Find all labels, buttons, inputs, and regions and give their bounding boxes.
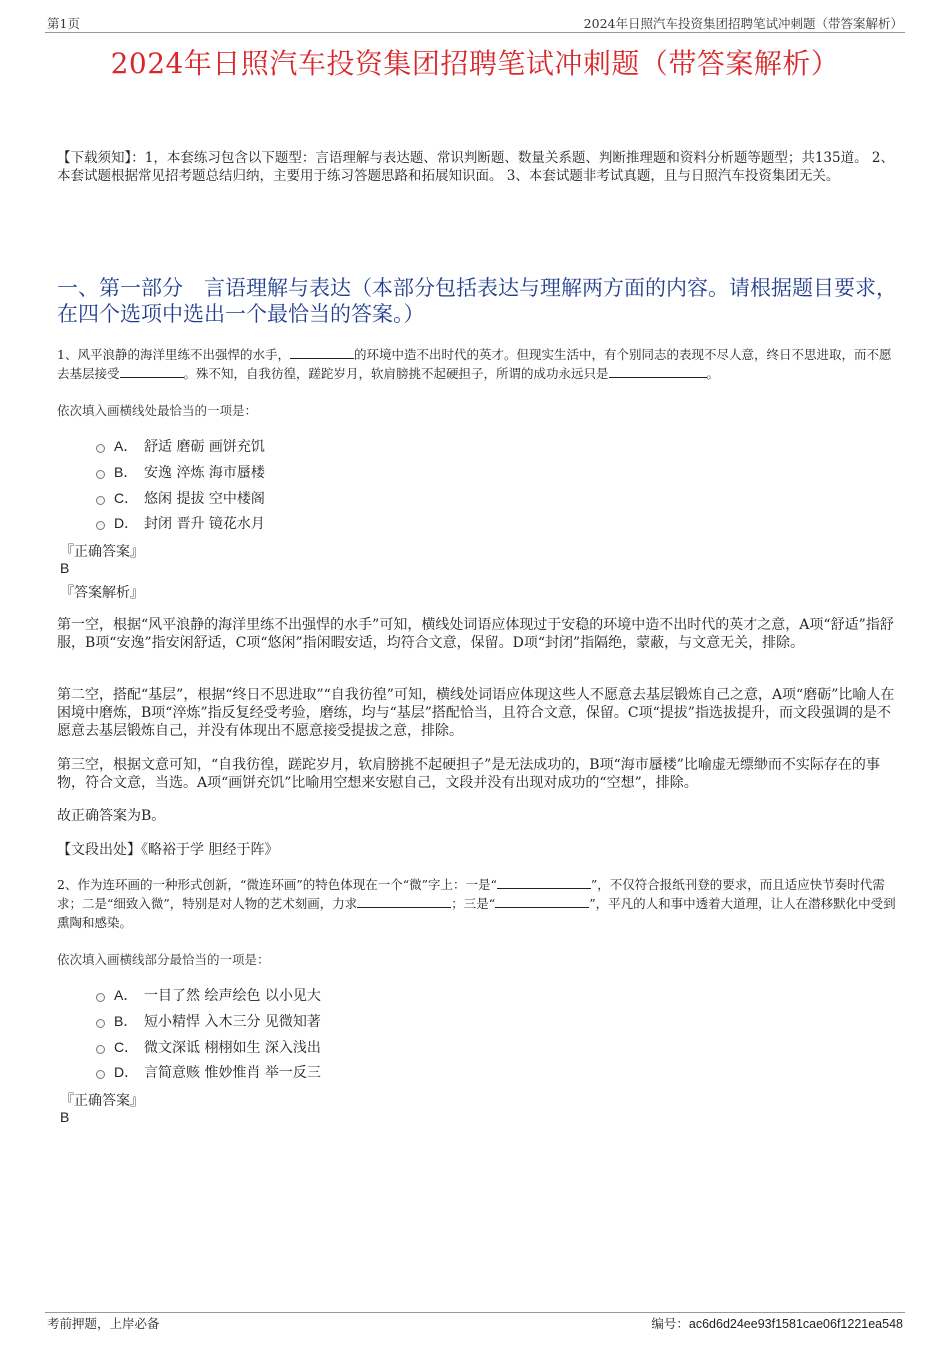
option-text: 安逸 淬炼 海市蜃楼: [144, 465, 265, 481]
blank-3: [495, 895, 589, 908]
radio-icon[interactable]: [96, 1019, 105, 1028]
question-1-text: 的环境中造不出时代的英才。但现实生活中，有个别同志的表现不尽人意，终日不思进取，而不愿去基层接受: [57, 347, 892, 381]
option-key: B．: [114, 1013, 138, 1029]
question-2-text: ”，平凡的人和事中透着大道理，让人在潜移默化中受到熏陶和感染。: [57, 896, 896, 930]
document-code: [651, 1314, 903, 1332]
option-key: C．: [114, 1039, 139, 1055]
analysis-paragraph-3: 第三空，根据文意可知，“自我彷徨，蹉跎岁月，软肩膀挑不起硬担子”是无法成功的，B项“海市蜃楼”比喻虚无缥缈而不实际存在的事物，符合文意，当选。A项“画饼充饥”比喻用空想来安慰自己，文段并没有出现对成功的“空想”，排除。: [57, 757, 880, 791]
correct-answer-label: 『正确答案』: [60, 544, 144, 560]
question-1-option-b[interactable]: [96, 462, 265, 482]
radio-icon[interactable]: [96, 444, 105, 453]
option-key: D．: [114, 515, 139, 531]
correct-answer-value: B: [60, 1109, 70, 1125]
radio-icon[interactable]: [96, 1070, 105, 1079]
question-1-instruction: 依次填入画横线处最恰当的一项是：: [57, 403, 258, 418]
option-key: B．: [114, 464, 138, 480]
option-text: 舒适 磨砺 画饼充饥: [144, 439, 265, 455]
option-key: A．: [114, 438, 138, 454]
question-2-option-b[interactable]: [96, 1011, 321, 1031]
question-2-text: ”，不仅符合报纸刊登的要求，而且适应快节奏时代需求；二是“细致入微”，特别是对人物的艺术刻画，力求: [57, 877, 885, 911]
question-2-option-d[interactable]: [96, 1062, 321, 1082]
radio-icon[interactable]: [96, 470, 105, 479]
blank-1: [290, 346, 354, 359]
blank-2: [120, 365, 184, 378]
blank-3: [609, 365, 707, 378]
question-1-text: 。殊不知，自我彷徨，蹉跎岁月，软肩膀挑不起硬担子，所谓的成功永远只是: [183, 366, 609, 381]
radio-icon[interactable]: [96, 993, 105, 1002]
code-label: 编号：: [651, 1316, 689, 1331]
question-1-option-c[interactable]: [96, 488, 265, 508]
download-notice: 【下载须知】：1，本套练习包含以下题型：言语理解与表达题、常识判断题、数量关系题、判断推理题和资料分析题等题型；共135道。 2、本套试题根据常见招考题总结归纳，主要用于练习答题思路和拓展知识面。 3、本套试题非考试真题，且与日照汽车投资集团无关。: [57, 150, 894, 184]
correct-answer-value: B: [60, 560, 70, 576]
analysis-label: 『答案解析』: [60, 585, 144, 601]
option-text: 悠闲 提拔 空中楼阁: [144, 491, 265, 507]
header-doc-title: 2024年日照汽车投资集团招聘笔试冲刺题（带答案解析）: [583, 16, 903, 31]
blank-2: [357, 895, 451, 908]
code-value: ac6d6d24ee93f1581cae06f1221ea548: [688, 1317, 903, 1331]
correct-answer-label: 『正确答案』: [60, 1093, 144, 1109]
question-1-text: 。: [706, 366, 720, 381]
header-divider: [45, 32, 905, 33]
question-1-stem: [57, 345, 902, 383]
footer-slogan: 考前押题，上岸必备: [47, 1316, 160, 1331]
question-2-instruction: 依次填入画横线部分最恰当的一项是：: [57, 952, 270, 967]
analysis-conclusion: 故正确答案为B。: [57, 808, 166, 824]
option-text: 短小精悍 入木三分 见微知著: [144, 1014, 321, 1030]
analysis-paragraph-2: 第二空，搭配“基层”，根据“终日不思进取”“自我彷徨”可知，横线处词语应体现这些人不愿意去基层锻炼自己之意，A项“磨砺”比喻人在困境中磨炼，B项“淬炼”指反复经受考验，磨练，均与“基层”搭配恰当，且符合文意，保留。C项“提拔”指选拔提升，而文段强调的是不愿意去基层锻炼自己，并没有体现出不愿意接受提拔之意，排除。: [57, 687, 895, 739]
radio-icon[interactable]: [96, 521, 105, 530]
question-2-option-c[interactable]: [96, 1037, 321, 1057]
option-text: 一目了然 绘声绘色 以小见大: [144, 988, 321, 1004]
question-1-option-d[interactable]: [96, 513, 265, 533]
section-heading: 一、第一部分 言语理解与表达（本部分包括表达与理解两方面的内容。请根据题目要求，在四个选项中选出一个最恰当的答案。）: [57, 276, 897, 326]
option-text: 言简意赅 惟妙惟肖 举一反三: [144, 1065, 321, 1081]
footer-divider: [45, 1312, 905, 1313]
question-1-text: 1、风平浪静的海洋里练不出强悍的水手，: [57, 347, 290, 362]
option-text: 微文深诋 栩栩如生 深入浅出: [144, 1040, 321, 1056]
document-title: 2024年日照汽车投资集团招聘笔试冲刺题（带答案解析）: [110, 47, 840, 80]
question-2-text: 2、作为连环画的一种形式创新，“微连环画”的特色体现在一个“微”字上：一是“: [57, 877, 497, 892]
source-citation: 【文段出处】《略裕于学 胆经于阵》: [57, 842, 279, 858]
page-number: 第1页: [47, 16, 80, 31]
option-key: C．: [114, 490, 139, 506]
question-2-option-a[interactable]: [96, 985, 321, 1005]
blank-1: [497, 876, 591, 889]
question-2-stem: [57, 875, 902, 932]
analysis-paragraph-1: 第一空，根据“风平浪静的海洋里练不出强悍的水手”可知，横线处词语应体现过于安稳的环境中造不出时代的英才之意，A项“舒适”指舒服，B项“安逸”指安闲舒适，C项“悠闲”指闲暇安适，均符合文意，保留。D项“封闭”指隔绝，蒙蔽，与文意无关，排除。: [57, 617, 894, 651]
radio-icon[interactable]: [96, 1045, 105, 1054]
radio-icon[interactable]: [96, 496, 105, 505]
question-1-option-a[interactable]: [96, 436, 265, 456]
option-key: A．: [114, 987, 138, 1003]
question-2-text: ；三是“: [451, 896, 496, 911]
option-key: D．: [114, 1064, 139, 1080]
option-text: 封闭 晋升 镜花水月: [144, 516, 265, 532]
